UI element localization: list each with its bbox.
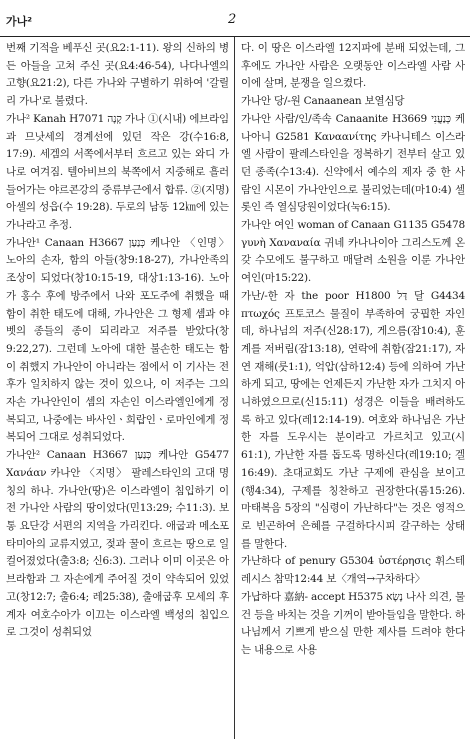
entry-ganal-continued: 번째 기적을 베푸신 곳(요2:1-11). 왕의 신하의 병든 아들을 고쳐 주신 곳(요4:46-54), 나다나엘의 고향(요21:2), 다른 가나와 구별하기 위하여 '갈릴리 가나'로 불렸다. — [6, 42, 229, 108]
entry-gana-2: 가나² Kanah H7071 קָנָה 가나 ①(시내) 에브라임과 므낫세의 경계선에 있던 작은 강(수16:8, 17:9). 세겜의 서쪽에서부터 흐르고 있는 와디 가나로 여겨짐. 텔아비브의 북쪽에서 지중해로 흘러 들어가는 야르콘강의 중류부근에서 합류. ②(지명) 아셀의 성읍(수 19:28). 두로의 남동 12㎞에 있는 가나라고 추정. — [6, 112, 229, 232]
entry-accept: 가납하다 嘉納- accept H5375 נָשָׂא 나사 의견, 물건 등을 바치는 것을 기꺼이 받아들임을 말한다. 하나님께서 기쁘게 받으실 만한 제사를 드려야 한다는 내용으로 사용 — [241, 590, 465, 656]
entry-canaan-2: 가나안² Canaan H3667 כְּנַעַן 케나안 G5477 Χανάαν 카나안 〈지명〉 팔레스타인의 고대 명칭의 하나. 가나안(땅)은 이스라엘이 침입하기 이전 가나안 사람의 땅이었다(민13:29; 수11:3). 보통 요단강 서편의 지역을 가리킨다. 애굽과 메소포타미아의 교류지였고, 젖과 꿀이 흐르는 땅으로 일컬어졌었다(출3:8; 신6:3). 그러나 이미 이곳은 아브라함과 그 자손에게 주어질 것이 약속되어 있었고(창12:7; 출6:4; 레25:38), 출애굽후 모세의 후계자 여호수아가 이끄는 이스라엘 백성의 침입으로 그것이 성취되었 — [6, 449, 229, 639]
header-rule — [0, 36, 470, 37]
left-column — [6, 40, 229, 737]
entry-canaanean: 가나안 당/-원 Canaanean 보열심당 — [241, 95, 405, 108]
entry-canaan-2-continued: 다. 이 땅은 이스라엘 12지파에 분배 되었는데, 그 후에도 가나안 사람은 오랫동안 이스라엘 사람 사이에 살며, 분쟁을 일으켰다. — [241, 42, 465, 90]
entry-canaanite: 가나안 사람/인/족속 Canaanite H3669 כְּנַעֲנִי 케나아니 G2581 Καναανίτης 카나니테스 이스라엘 사람이 팔레스타인을 정복하기 전부터 살고 있던 종족(수13:4). 신약에서 예수의 제자 중 한 사람인 시몬이 가나안인으로 불리었는데(마10:4) 셀롯인 즉 열심당원이었다(눅6:15). — [241, 112, 465, 214]
entry-woman-of-canaan: 가나안 여인 woman of Canaan G1135 G5478 γυνὴ Χαναναία 귀네 카나나이아 그리스도께 온갖 수모에도 불구하고 매달려 소원을 이룬 가나안 여인(마15:22). — [241, 219, 465, 285]
running-head: 가나² — [6, 15, 33, 28]
page-number: 2 — [228, 12, 237, 27]
entry-canaan-1: 가나안¹ Canaan H3667 כְּנַעַן 케나안 〈인명〉 노아의 손자, 함의 아들(창9:18-27), 가나안족의 조상이 되었다(창10:15-19, 대상1:13-16). 노아가 홍수 후에 방주에서 나와 포도주에 취했을 때 함이 취한 태도에 대해, 가나안은 그 형제 셈과 야벳의 종들의 종이 되리라고 저주를 받았다(창9:22,27). 그런데 노아에 대한 불손한 태도는 함이 취했지 가나안이 아니라는 점에서 이 기사는 전후가 일치하지 않는 것이 있으나, 이 저주는 그의 자손 가나안인이 셈의 자손인 이스라엘인에게 정복되고, 나중에는 바사인ㆍ희랍인ㆍ로마인에게 정복되어 그대로 성취되었다. — [6, 236, 229, 444]
column-divider — [234, 37, 235, 739]
entry-the-poor: 가난/-한 자 the poor H1800 דַּל 달 G4434 πτωχός 프토코스 물질이 부족하여 궁핍한 자인데, 하나님의 저주(신28:17), 게으름(잠10:4), 훈계를 저버림(잠13:18), 연락에 취함(잠21:17), 자연 재해(룻1:1), 억압(삼하12:4) 등에 의하여 가난하게 되고, 땅에는 언제든지 가난한 자가 그치지 아니하였으므로(신15:11) 성경은 이들을 배려하도록 하고 있다(레12:14-19). 여호와 하나님은 가난한 자를 도우시는 분이라고 가르치고 있고(시61:1), 가난한 자를 돕도록 명하신다(레19:10; 겔16:49). 초대교회도 가난 구제에 관심을 보이고(행4:34), 구제를 칭찬하고 권장한다(롬15:26). 마태복음 5장의 "심령이 가난하다"는 것은 영적으로 빈곤하여 은혜를 구걸하다시피 갈구하는 상태를 말한다. — [241, 289, 465, 550]
page-header — [0, 0, 470, 36]
right-column — [241, 40, 465, 737]
entry-penury: 가난하다 of penury G5304 ὑστέρησις 휘스테레시스 참막12:44 보〈개역→구차하다〉 — [241, 555, 465, 586]
